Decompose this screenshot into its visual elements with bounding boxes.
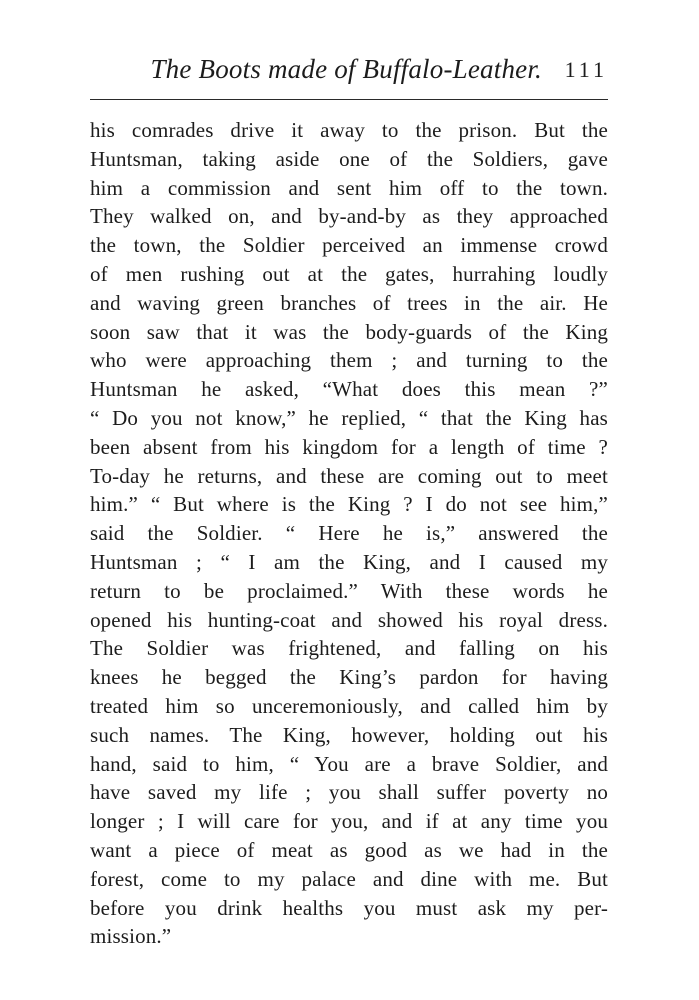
text-line: want a piece of meat as good as we had in the xyxy=(90,837,608,862)
text-line: soon saw that it was the body-guards of the King xyxy=(90,319,608,344)
text-line: who were approaching them ; and turning to the xyxy=(90,348,608,373)
text-line: treated him so unceremoniously, and called him by xyxy=(90,693,608,718)
text-line: longer ; I will care for you, and if at any time you xyxy=(90,809,608,834)
body-text xyxy=(90,116,608,951)
header-rule xyxy=(90,99,608,100)
text-line: The Soldier was frightened, and falling on his xyxy=(90,636,608,661)
text-line: his comrades drive it away to the prison. But the xyxy=(90,118,608,142)
text-line: him.” “ But where is the King ? I do not see him,” xyxy=(90,492,608,517)
text-line: opened his hunting-coat and showed his royal dress. xyxy=(90,607,608,632)
text-line: forest, come to my palace and dine with me. But xyxy=(90,866,608,891)
text-line: the town, the Soldier perceived an immense crowd xyxy=(90,233,608,258)
text-line: him a commission and sent him off to the town. xyxy=(90,175,608,200)
text-line: Huntsman ; “ I am the King, and I caused my xyxy=(90,549,608,574)
text-line: Huntsman, taking aside one of the Soldiers, gave xyxy=(90,146,608,171)
text-line: said the Soldier. “ Here he is,” answered the xyxy=(90,521,608,546)
text-line: before you drink healths you must ask my per- xyxy=(90,895,608,920)
text-line: hand, said to him, “ You are a brave Soldier, and xyxy=(90,751,608,776)
running-head xyxy=(90,52,608,88)
page-number: 111 xyxy=(564,57,608,82)
text-line: have saved my life ; you shall suffer poverty no xyxy=(90,780,608,805)
running-title: The Boots made of Buffalo-Leather. xyxy=(150,54,542,84)
text-line: such names. The King, however, holding out his xyxy=(90,722,608,747)
text-line: They walked on, and by-and-by as they approached xyxy=(90,204,608,229)
text-line: return to be proclaimed.” With these words he xyxy=(90,578,608,603)
text-line: “ Do you not know,” he replied, “ that the King has xyxy=(90,405,608,430)
text-line: and waving green branches of trees in the air. He xyxy=(90,290,608,315)
text-line: of men rushing out at the gates, hurrahing loudly xyxy=(90,261,608,286)
text-line: To-day he returns, and these are coming out to meet xyxy=(90,463,608,488)
text-line-last: mission.” xyxy=(90,924,172,949)
text-line: been absent from his kingdom for a length of time ? xyxy=(90,434,608,459)
text-line: Huntsman he asked, “What does this mean ?” xyxy=(90,377,608,402)
text-line: knees he begged the King’s pardon for having xyxy=(90,665,608,690)
